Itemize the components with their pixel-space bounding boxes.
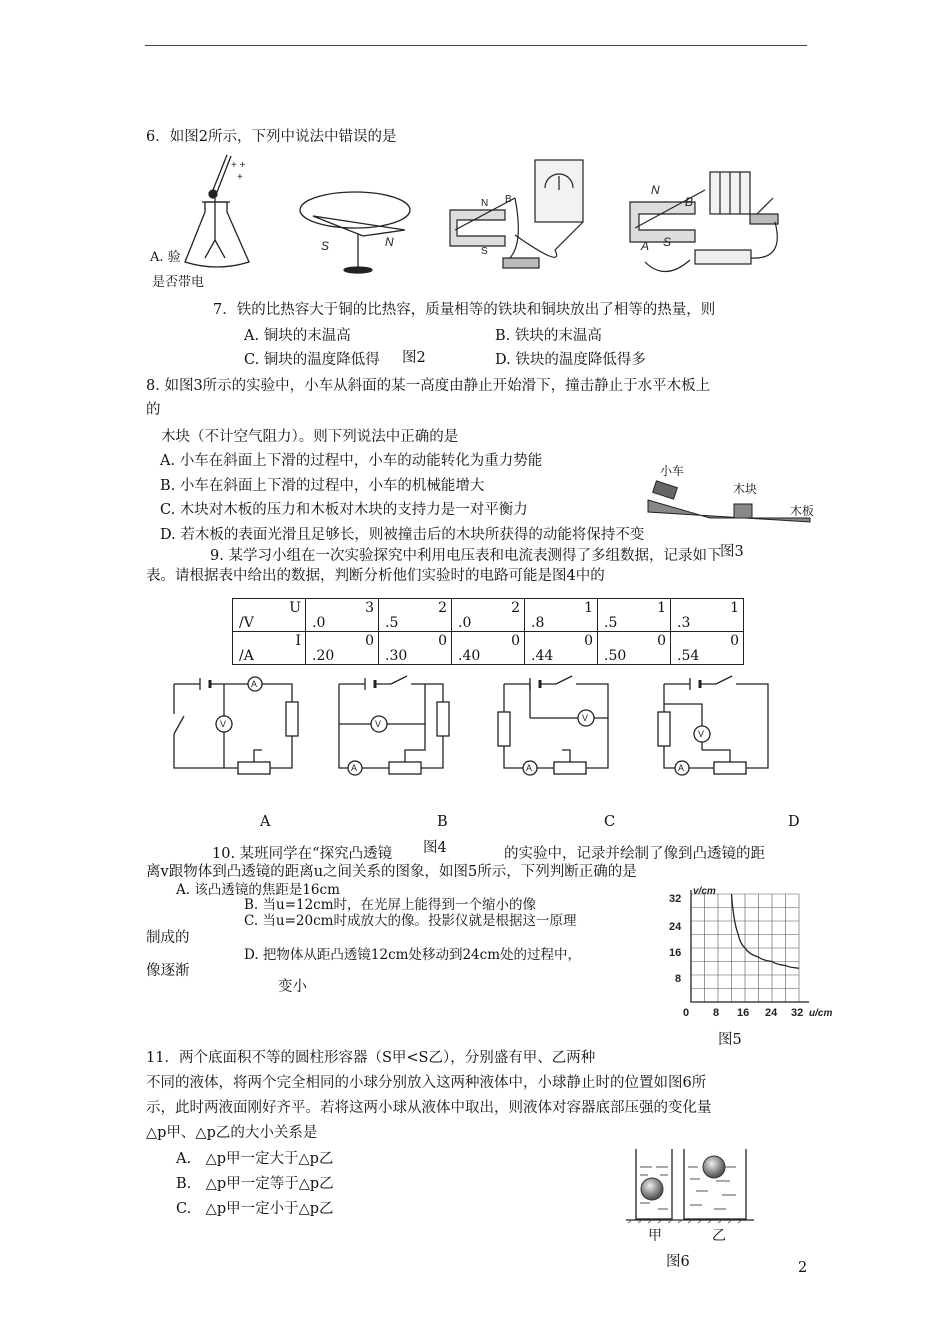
svg-text:N: N <box>385 235 394 249</box>
y-tick-label: 16 <box>669 947 682 959</box>
figure-3-car-label: 小车 <box>660 464 685 478</box>
q8-option-c: C. 木块对木板的压力和木板对木块的支持力是一对平衡力 <box>160 502 528 518</box>
electroscope-figure <box>185 155 249 267</box>
table-cell: 1 .3 <box>671 599 744 632</box>
q6-stem: 6．如图2所示，下列中说法中错误的是 <box>146 129 397 145</box>
graph-xlabel: u/cm <box>809 1008 833 1019</box>
table-cell: 0 .50 <box>598 632 671 665</box>
q10-option-c: C. 当u=20cm时成放大的像。投影仪就是根据这一原理 <box>244 913 577 929</box>
induction-figure <box>450 160 583 268</box>
circuit-label-a: A <box>260 814 271 830</box>
q11-stem-line2: 不同的液体，将两个完全相同的小球分别放入这两种液体中，小球静止时的位置如图6所 <box>146 1075 707 1091</box>
table-cell: 0 .40 <box>452 632 525 665</box>
q8-stem-line3: 木块（不计空气阻力）。则下列说法中正确的是 <box>161 429 459 445</box>
q8-stem-line1: 8. 如图3所示的实验中，小车从斜面的某一高度由静止开始滑下，撞击静止于水平木板上 <box>146 378 711 394</box>
figure-5-graph <box>665 880 845 1020</box>
circuit-label-c: C <box>604 814 616 830</box>
figure-3-block-label: 木块 <box>733 482 758 496</box>
svg-text:+: + <box>237 172 243 183</box>
svg-text:V: V <box>582 713 589 723</box>
svg-text:A: A <box>351 763 358 773</box>
q9-data-table <box>232 598 744 665</box>
svg-text:S: S <box>321 239 330 253</box>
table-cell: 0 .20 <box>306 632 379 665</box>
table-cell: I /A <box>233 632 306 665</box>
q11-option-c: C. △p甲一定小于△p乙 <box>176 1201 334 1217</box>
compass-needle-figure <box>300 192 410 273</box>
circuit-d <box>658 676 768 775</box>
motor-figure <box>630 172 778 272</box>
y-tick-label: 32 <box>669 893 682 905</box>
q7-option-c: C. 铜块的温度降低得 <box>244 352 380 368</box>
svg-text:V: V <box>220 719 227 729</box>
q11-stem-line3: 示，此时两液面刚好齐平。若将这两小球从液体中取出，则液体对容器底部压强的变化量 <box>146 1100 712 1116</box>
q8-option-b: B. 小车在斜面上下滑的过程中，小车的机械能增大 <box>160 478 485 494</box>
q11-stem-line1: 11．两个底面积不等的圆柱形容器（S甲<S乙），分别盛有甲、乙两种 <box>146 1050 596 1066</box>
figure-6-containers <box>626 1145 756 1225</box>
header-rule <box>145 45 807 46</box>
figure-4-label: 图4 <box>423 840 447 856</box>
svg-text:A: A <box>678 763 685 773</box>
figure-3-label: 图3 <box>720 544 744 560</box>
q10-stem-line2: 离v跟物体到凸透镜的距离u之间关系的图象，如图5所示，下列判断正确的是 <box>146 864 637 880</box>
svg-text:A: A <box>641 239 650 253</box>
q8-option-a: A. 小车在斜面上下滑的过程中，小车的动能转化为重力势能 <box>160 453 543 469</box>
q8-stem-line2: 的 <box>146 402 161 418</box>
table-cell: 0 .30 <box>379 632 452 665</box>
q10-stem-line1b: 的实验中，记录并绘制了像到凸透镜的距 <box>504 846 765 862</box>
y-tick-label: 8 <box>675 973 682 985</box>
page-number: 2 <box>798 1260 808 1276</box>
circuit-b <box>339 676 449 775</box>
image-distance-curve <box>732 894 800 968</box>
figure-4-circuits <box>160 670 800 790</box>
svg-text:A: A <box>526 763 533 773</box>
figure-2-label: 图2 <box>402 350 426 366</box>
table-cell: 2 .0 <box>452 599 525 632</box>
q11-option-b: B. △p甲一定等于△p乙 <box>176 1176 334 1192</box>
table-cell: 2 .5 <box>379 599 452 632</box>
q9-stem-line2: 表。请根据表中给出的数据，判断分析他们实验时的电路可能是图4中的 <box>146 568 605 584</box>
y-tick-label: 24 <box>669 921 682 933</box>
q7-stem: 7．铁的比热容大于铜的比热容，质量相等的铁块和铜块放出了相等的热量，则 <box>213 302 716 318</box>
svg-text:V: V <box>375 719 382 729</box>
x-tick-label: 0 <box>683 1007 690 1019</box>
q10-option-b: B. 当u=12cm时，在光屏上能得到一个缩小的像 <box>244 897 537 913</box>
x-tick-label: 32 <box>791 1007 804 1019</box>
figure-6-label: 图6 <box>666 1254 690 1270</box>
q7-option-a: A. 铜块的末温高 <box>244 328 351 344</box>
x-tick-label: 8 <box>713 1007 720 1019</box>
svg-text:N: N <box>651 183 660 197</box>
figure-3-board-label: 木板 <box>790 504 815 518</box>
svg-text:+ +: + + <box>231 160 246 171</box>
figure-6-yi-label: 乙 <box>712 1228 726 1244</box>
circuit-label-b: B <box>437 814 448 830</box>
table-cell: 0 .44 <box>525 632 598 665</box>
q9-stem-line1: 9. 某学习小组在一次实验探究中利用电压表和电流表测得了多组数据，记录如下 <box>210 548 722 564</box>
table-cell: 1 .8 <box>525 599 598 632</box>
q10-option-d-cont: 像逐渐 <box>146 963 190 979</box>
q10-option-d: D. 把物体从距凸透镜12cm处移动到24cm处的过程中， <box>244 947 582 963</box>
figure-5-label: 图5 <box>718 1032 742 1048</box>
q10-option-c-cont: 制成的 <box>146 930 190 946</box>
q11-stem-line4: △p甲、△p乙的大小关系是 <box>146 1125 318 1141</box>
graph-ylabel: v/cm <box>693 886 716 897</box>
figure-6-jia-label: 甲 <box>648 1228 662 1244</box>
table-row-current <box>233 632 744 665</box>
circuit-c <box>498 676 608 775</box>
q6-cut-a1: A. 验 <box>150 250 181 265</box>
q10-option-d-cont2: 变小 <box>278 979 307 995</box>
q6-figures <box>145 150 805 290</box>
q10-option-a: A. 该凸透镜的焦距是16cm <box>176 882 340 898</box>
q11-option-a: A. △p甲一定大于△p乙 <box>176 1151 334 1167</box>
svg-text:S: S <box>481 246 488 257</box>
table-row-voltage <box>233 599 744 632</box>
svg-text:S: S <box>663 235 672 249</box>
x-tick-label: 16 <box>737 1007 750 1019</box>
q6-cut-a2: 是否带电 <box>152 275 205 290</box>
table-cell: 3 .0 <box>306 599 379 632</box>
x-tick-label: 24 <box>765 1007 778 1019</box>
axes <box>691 890 809 1002</box>
svg-text:V: V <box>698 729 705 739</box>
q8-option-d: D. 若木板的表面光滑且足够长，则被撞击后的木块所获得的动能将保持不变 <box>160 527 645 543</box>
q10-stem-line1a: 10. 某班同学在“探究凸透镜 <box>212 846 393 862</box>
circuit-label-d: D <box>788 814 800 830</box>
q7-option-b: B. 铁块的末温高 <box>495 328 602 344</box>
table-cell: 0 .54 <box>671 632 744 665</box>
table-cell: U /V <box>233 599 306 632</box>
q7-option-d: D. 铁块的温度降低得多 <box>495 352 646 368</box>
svg-text:B: B <box>505 194 512 205</box>
circuit-a <box>174 677 298 774</box>
svg-text:B: B <box>685 195 694 209</box>
svg-text:N: N <box>481 198 489 209</box>
table-cell: 1 .5 <box>598 599 671 632</box>
svg-text:A: A <box>251 679 258 689</box>
